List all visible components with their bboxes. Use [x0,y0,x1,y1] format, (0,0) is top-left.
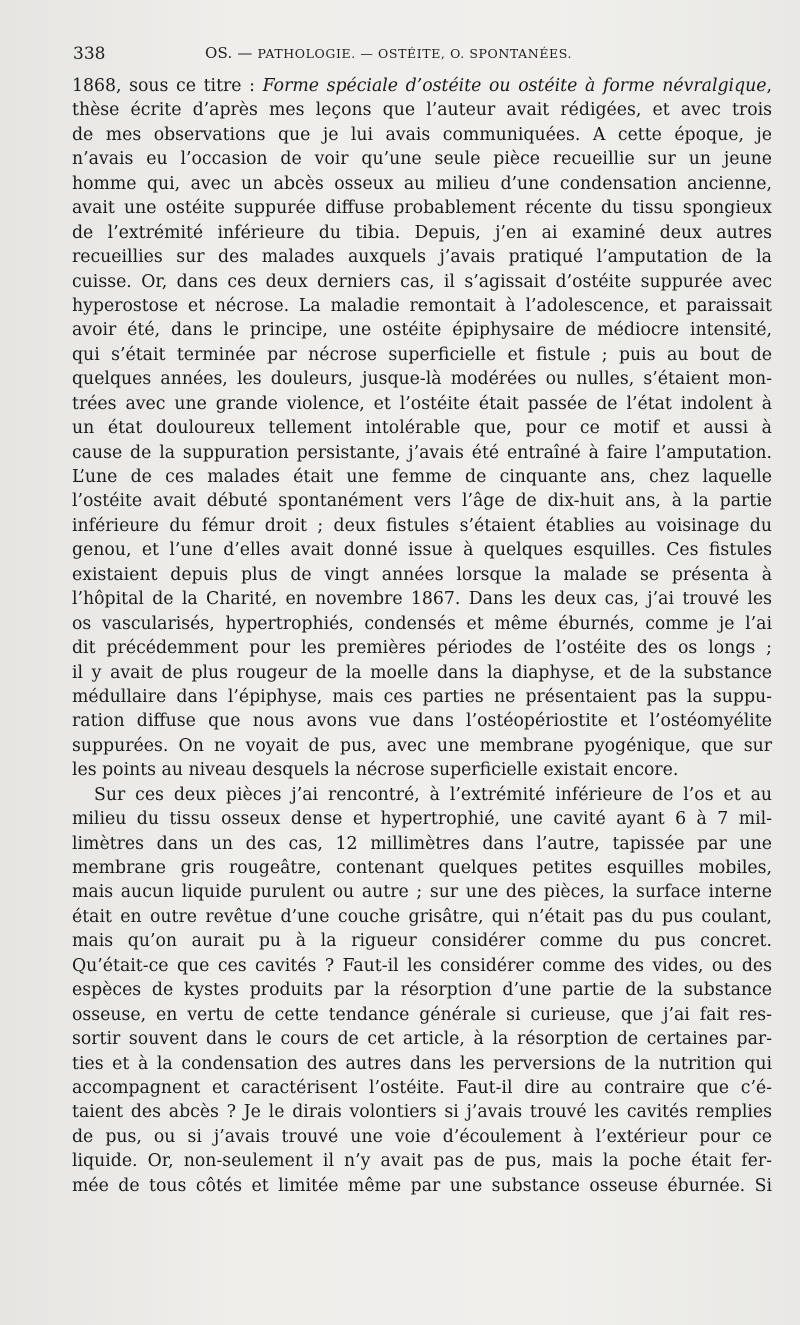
text-line: sortir souvent dans le cours de cet article, à la résorption de certaines par- [72,1029,772,1050]
text-line: ration diffuse que nous avons vue dans l’ostéopériostite et l’ostéomyélite [72,711,772,732]
text-line: de pus, ou si j’avais trouvé une voie d’écoulement à l’extérieur pour ce [72,1126,772,1147]
text-line: homme qui, avec un abcès osseux au milieu d’une condensation ancienne, [72,173,772,194]
text-line: mais qu’on aurait pu à la rigueur considérer comme du pus concret. [72,931,772,952]
text-line: milieu du tissu osseux dense et hypertrophié, une cavité ayant 6 à 7 mil- [72,809,772,830]
text-line: genou, et l’une d’elles avait donné issue à quelques esquilles. Ces fistules [72,540,772,561]
text-line: taient des abcès ? Je le dirais volontiers si j’avais trouvé les cavités remplies [72,1102,772,1123]
text-line: membrane gris rougeâtre, contenant quelques petites esquilles mobiles, [72,858,772,878]
text-line: suppurées. On ne voyait de pus, avec une membrane pyogénique, que sur [72,735,772,756]
running-head [73,44,773,68]
text-line: de l’extrémité inférieure du tibia. Depuis, j’en ai examiné deux autres [72,222,772,243]
text-line: limètres dans un des cas, 12 millimètres dans l’autre, tapissée par une [72,833,772,854]
text-line: thèse écrite d’après mes leçons que l’auteur avait rédigées, et avec trois [72,100,772,121]
text-line: os vascularisés, hypertrophiés, condensés et même éburnés, comme je l’ai [72,613,772,634]
text-line: l’ostéite avait débuté spontanément vers l’âge de dix-huit ans, à la partie [72,491,772,512]
body-text [72,74,772,1198]
text-line: inférieure du fémur droit ; deux fistules s’étaient établies au voisinage du [72,515,772,536]
text-line: cuisse. Or, dans ces deux derniers cas, il s’agissait d’ostéite suppurée avec [72,271,772,292]
text-line: mais aucun liquide purulent ou autre ; sur une des pièces, la surface interne [72,882,772,903]
text-line: osseuse, en vertu de cette tendance générale si curieuse, que j’ai fait res- [72,1004,772,1025]
text-line: recueillies sur des malades auxquels j’avais pratiqué l’amputation de la [72,247,772,268]
running-title [205,44,572,62]
text-line: hyperostose et nécrose. La maladie remontait à l’adolescence, et paraissait [72,295,772,316]
running-title-prefix: OS. — [205,44,258,62]
text-line: quelques années, les douleurs, jusque-là modérées ou nulles, s’étaient mon- [72,369,772,390]
text-line: qui s’était terminée par nécrose superficielle et fistule ; puis au bout de [72,344,772,365]
text-line: de mes observations que je lui avais communiquées. A cette époque, je [72,124,772,145]
text-line: il y avait de plus rougeur de la moelle dans la diaphyse, et de la substance [72,662,772,683]
text-line: liquide. Or, non-seulement il n’y avait pas de pus, mais la poche était fer- [72,1151,772,1172]
text-line: Qu’était-ce que ces cavités ? Faut-il les considérer comme des vides, ou des [72,955,772,976]
text-line: avoir été, dans le principe, une ostéite épiphysaire de médiocre intensité, [72,320,772,341]
text-line: existaient depuis plus de vingt années lorsque la malade se présenta à [72,564,772,585]
italic-title: Forme spéciale d’ostéite ou ostéite à forme névralgique [262,76,767,96]
running-title-caps: PATHOLOGIE. — OSTÉITE, O. SPONTANÉES. [257,46,573,61]
text-line: n’avais eu l’occasion de voir qu’une seule pièce recueillie sur un jeune [72,149,772,170]
text-line: trées avec une grande violence, et l’ostéite était passée de l’état indolent à [72,393,772,414]
text-line: était en outre revêtue d’une couche grisâtre, qui n’était pas du pus coulant, [72,906,772,927]
text-line: cause de la suppuration persistante, j’avais été entraîné à faire l’amputation. [72,442,772,463]
text-line: accompagnent et caractérisent l’ostéite. Faut-il dire au contraire que c’é- [72,1077,772,1098]
text-line: Sur ces deux pièces j’ai rencontré, à l’extrémité inférieure de l’os et au [94,784,772,805]
text-line: dit précédemment pour les premières périodes de l’ostéite des os longs ; [72,638,772,659]
text-segment: 1868, sous ce titre : [72,76,263,96]
text-line: mée de tous côtés et limitée même par une substance osseuse éburnée. Si [72,1175,772,1196]
text-line: ties et à la condensation des autres dans les perversions de la nutrition qui [72,1053,772,1074]
page-number: 338 [73,44,106,64]
text-line: les points au niveau desquels la nécrose superficielle existait encore. [72,760,679,781]
text-line [72,74,772,98]
text-line: espèces de kystes produits par la résorption d’une partie de la substance [72,980,772,1001]
text-line: l’hôpital de la Charité, en novembre 1867. Dans les deux cas, j’ai trouvé les [72,589,772,610]
text-line: médullaire dans l’épiphyse, mais ces parties ne présentaient pas la suppu- [72,686,772,707]
text-segment: , [766,76,772,96]
text-line: un état douloureux tellement intolérable que, pour ce motif et aussi à [72,418,772,439]
text-line: avait une ostéite suppurée diffuse probablement récente du tissu spongieux [72,198,772,219]
text-line: L’une de ces malades était une femme de cinquante ans, chez laquelle [72,467,772,487]
